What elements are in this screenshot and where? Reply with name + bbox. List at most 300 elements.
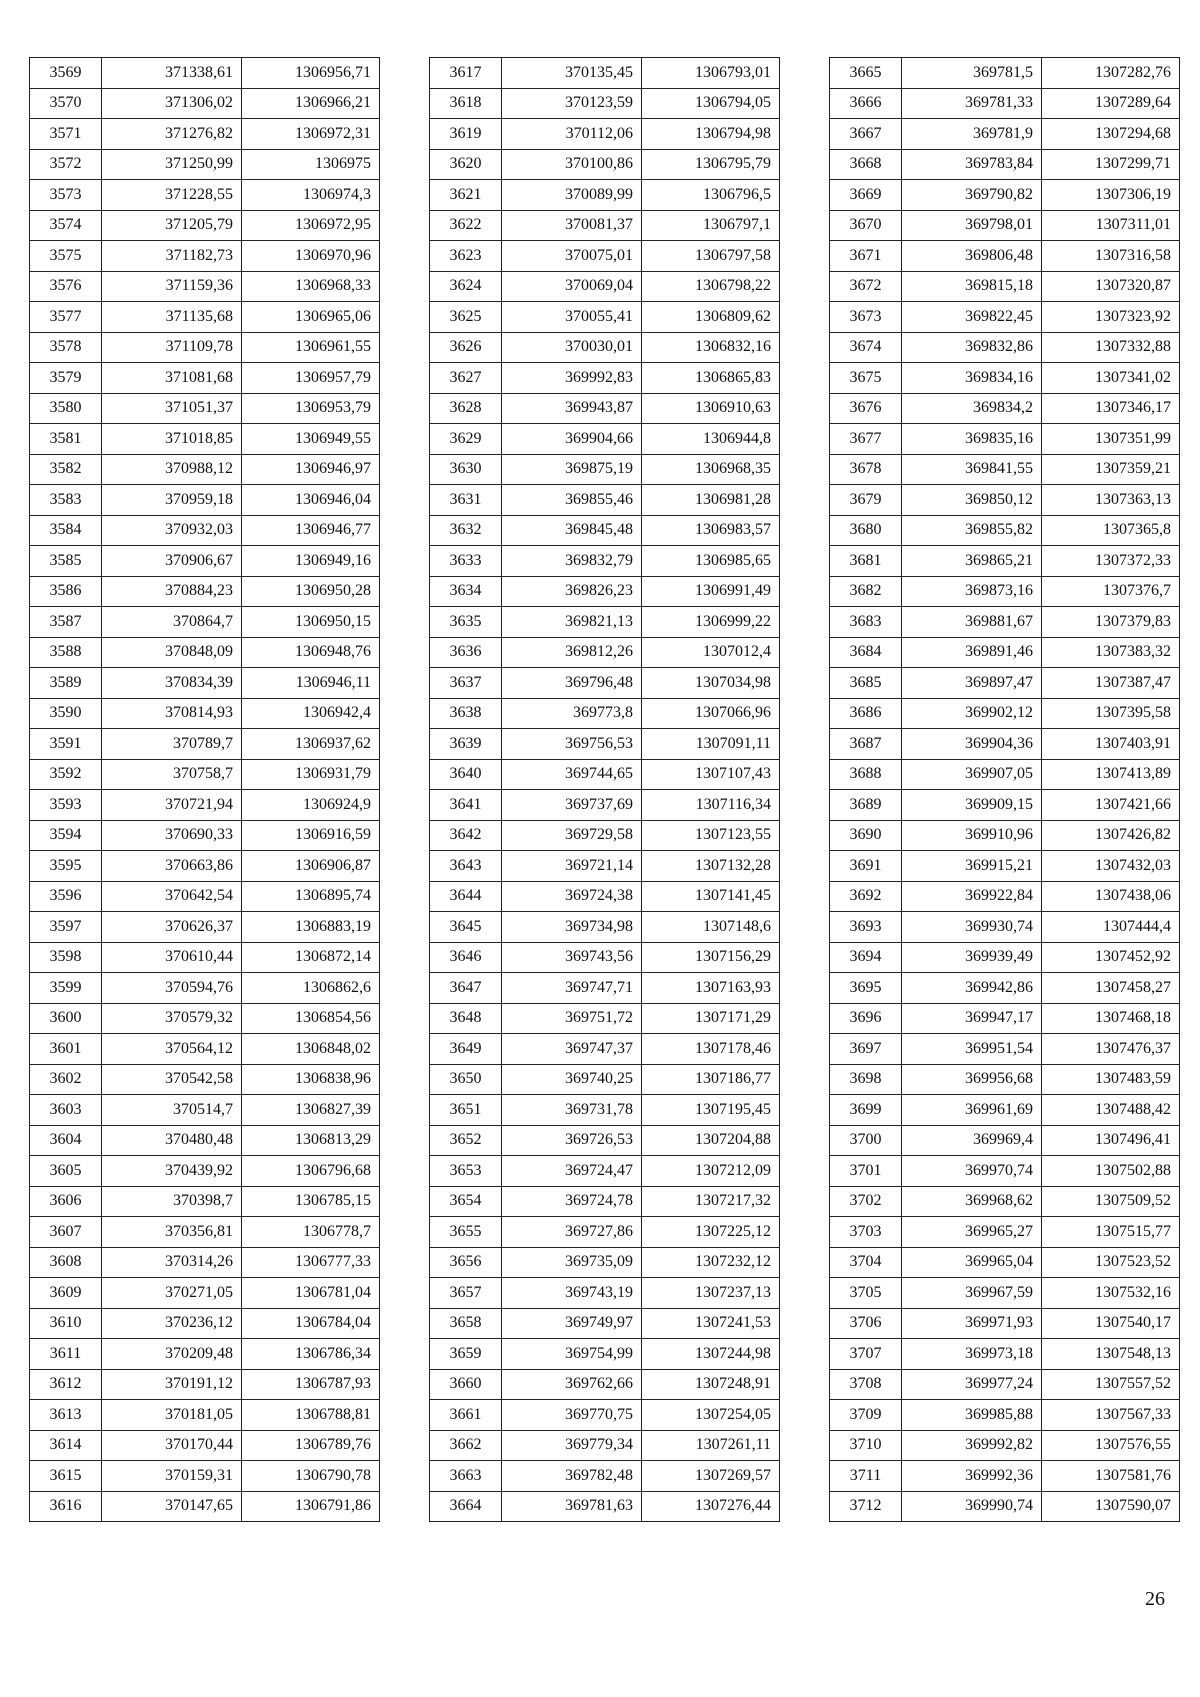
point-number-cell: 3712 (830, 1491, 902, 1522)
x-coordinate-cell: 369841,55 (902, 454, 1042, 485)
table-row (830, 393, 1180, 424)
table-row (30, 88, 380, 119)
point-number-cell: 3701 (830, 1156, 902, 1187)
x-coordinate-cell: 370906,67 (102, 546, 242, 577)
y-coordinate-cell: 1307413,89 (1042, 759, 1180, 790)
y-coordinate-cell: 1306781,04 (242, 1278, 380, 1309)
table-row (30, 851, 380, 882)
y-coordinate-cell: 1307316,58 (1042, 241, 1180, 272)
x-coordinate-cell: 369756,53 (502, 729, 642, 760)
point-number-cell: 3623 (430, 241, 502, 272)
table-row (830, 546, 1180, 577)
x-coordinate-cell: 369855,46 (502, 485, 642, 516)
table-row (430, 942, 780, 973)
table-row (830, 271, 1180, 302)
x-coordinate-cell: 370123,59 (502, 88, 642, 119)
point-number-cell: 3619 (430, 119, 502, 150)
table-row (830, 88, 1180, 119)
table-row (830, 881, 1180, 912)
x-coordinate-cell: 370209,48 (102, 1339, 242, 1370)
point-number-cell: 3657 (430, 1278, 502, 1309)
y-coordinate-cell: 1307426,82 (1042, 820, 1180, 851)
x-coordinate-cell: 369915,21 (902, 851, 1042, 882)
y-coordinate-cell: 1307244,98 (642, 1339, 780, 1370)
table-row (830, 1400, 1180, 1431)
table-row (430, 180, 780, 211)
y-coordinate-cell: 1306946,11 (242, 668, 380, 699)
x-coordinate-cell: 370075,01 (502, 241, 642, 272)
x-coordinate-cell: 369970,74 (902, 1156, 1042, 1187)
point-number-cell: 3710 (830, 1430, 902, 1461)
x-coordinate-cell: 371338,61 (102, 58, 242, 89)
x-coordinate-cell: 369942,86 (902, 973, 1042, 1004)
table-row (30, 1217, 380, 1248)
y-coordinate-cell: 1306985,65 (642, 546, 780, 577)
x-coordinate-cell: 369977,24 (902, 1369, 1042, 1400)
table-row (430, 271, 780, 302)
table-row (830, 363, 1180, 394)
x-coordinate-cell: 369904,36 (902, 729, 1042, 760)
point-number-cell: 3569 (30, 58, 102, 89)
table-row (830, 698, 1180, 729)
table-row (830, 820, 1180, 851)
x-coordinate-cell: 369749,97 (502, 1308, 642, 1339)
x-coordinate-cell: 370147,65 (102, 1491, 242, 1522)
x-coordinate-cell: 370055,41 (502, 302, 642, 333)
point-number-cell: 3658 (430, 1308, 502, 1339)
x-coordinate-cell: 370959,18 (102, 485, 242, 516)
point-number-cell: 3612 (30, 1369, 102, 1400)
table-row (830, 912, 1180, 943)
point-number-cell: 3707 (830, 1339, 902, 1370)
y-coordinate-cell: 1307468,18 (1042, 1003, 1180, 1034)
y-coordinate-cell: 1306790,78 (242, 1461, 380, 1492)
y-coordinate-cell: 1306794,05 (642, 88, 780, 119)
point-number-cell: 3679 (830, 485, 902, 516)
table-row (430, 1095, 780, 1126)
table-row (830, 1095, 1180, 1126)
point-number-cell: 3709 (830, 1400, 902, 1431)
point-number-cell: 3704 (830, 1247, 902, 1278)
point-number-cell: 3676 (830, 393, 902, 424)
table-row (830, 1125, 1180, 1156)
point-number-cell: 3668 (830, 149, 902, 180)
point-number-cell: 3647 (430, 973, 502, 1004)
x-coordinate-cell: 369891,46 (902, 637, 1042, 668)
y-coordinate-cell: 1306813,29 (242, 1125, 380, 1156)
x-coordinate-cell: 370848,09 (102, 637, 242, 668)
x-coordinate-cell: 370112,06 (502, 119, 642, 150)
y-coordinate-cell: 1306961,55 (242, 332, 380, 363)
x-coordinate-cell: 369747,37 (502, 1034, 642, 1065)
x-coordinate-cell: 369751,72 (502, 1003, 642, 1034)
table-row (430, 698, 780, 729)
x-coordinate-cell: 369834,2 (902, 393, 1042, 424)
x-coordinate-cell: 369902,12 (902, 698, 1042, 729)
y-coordinate-cell: 1306832,16 (642, 332, 780, 363)
table-row (30, 1064, 380, 1095)
point-number-cell: 3681 (830, 546, 902, 577)
point-number-cell: 3580 (30, 393, 102, 424)
table-row (430, 576, 780, 607)
x-coordinate-cell: 369762,66 (502, 1369, 642, 1400)
table-row (430, 1400, 780, 1431)
table-row (830, 576, 1180, 607)
table-row (430, 851, 780, 882)
point-number-cell: 3613 (30, 1400, 102, 1431)
x-coordinate-cell: 370181,05 (102, 1400, 242, 1431)
y-coordinate-cell: 1307123,55 (642, 820, 780, 851)
point-number-cell: 3688 (830, 759, 902, 790)
x-coordinate-cell: 369770,75 (502, 1400, 642, 1431)
y-coordinate-cell: 1307509,52 (1042, 1186, 1180, 1217)
point-number-cell: 3590 (30, 698, 102, 729)
table-row (430, 637, 780, 668)
y-coordinate-cell: 1306965,06 (242, 302, 380, 333)
x-coordinate-cell: 369939,49 (902, 942, 1042, 973)
y-coordinate-cell: 1306794,98 (642, 119, 780, 150)
y-coordinate-cell: 1307195,45 (642, 1095, 780, 1126)
x-coordinate-cell: 369951,54 (902, 1034, 1042, 1065)
y-coordinate-cell: 1306981,28 (642, 485, 780, 516)
y-coordinate-cell: 1306972,31 (242, 119, 380, 150)
point-number-cell: 3605 (30, 1156, 102, 1187)
y-coordinate-cell: 1307557,52 (1042, 1369, 1180, 1400)
x-coordinate-cell: 369985,88 (902, 1400, 1042, 1431)
point-number-cell: 3678 (830, 454, 902, 485)
point-number-cell: 3693 (830, 912, 902, 943)
point-number-cell: 3583 (30, 485, 102, 516)
x-coordinate-cell: 370721,94 (102, 790, 242, 821)
point-number-cell: 3637 (430, 668, 502, 699)
table-row (830, 637, 1180, 668)
point-number-cell: 3692 (830, 881, 902, 912)
y-coordinate-cell: 1306931,79 (242, 759, 380, 790)
x-coordinate-cell: 369782,48 (502, 1461, 642, 1492)
table-row (30, 1278, 380, 1309)
x-coordinate-cell: 369873,16 (902, 576, 1042, 607)
y-coordinate-cell: 1306791,86 (242, 1491, 380, 1522)
y-coordinate-cell: 1307515,77 (1042, 1217, 1180, 1248)
y-coordinate-cell: 1307248,91 (642, 1369, 780, 1400)
table-row (430, 1064, 780, 1095)
y-coordinate-cell: 1306865,83 (642, 363, 780, 394)
point-number-cell: 3591 (30, 729, 102, 760)
table-row (430, 790, 780, 821)
y-coordinate-cell: 1307332,88 (1042, 332, 1180, 363)
y-coordinate-cell: 1306942,4 (242, 698, 380, 729)
x-coordinate-cell: 370758,7 (102, 759, 242, 790)
y-coordinate-cell: 1306787,93 (242, 1369, 380, 1400)
x-coordinate-cell: 369812,26 (502, 637, 642, 668)
x-coordinate-cell: 369904,66 (502, 424, 642, 455)
x-coordinate-cell: 370864,7 (102, 607, 242, 638)
x-coordinate-cell: 369773,8 (502, 698, 642, 729)
table-row (30, 210, 380, 241)
point-number-cell: 3687 (830, 729, 902, 760)
x-coordinate-cell: 371306,02 (102, 88, 242, 119)
point-number-cell: 3674 (830, 332, 902, 363)
x-coordinate-cell: 369992,82 (902, 1430, 1042, 1461)
point-number-cell: 3631 (430, 485, 502, 516)
y-coordinate-cell: 1306796,5 (642, 180, 780, 211)
x-coordinate-cell: 370191,12 (102, 1369, 242, 1400)
table-row (30, 820, 380, 851)
table-row (430, 1430, 780, 1461)
y-coordinate-cell: 1307171,29 (642, 1003, 780, 1034)
y-coordinate-cell: 1306991,49 (642, 576, 780, 607)
table-row (830, 180, 1180, 211)
table-row (430, 332, 780, 363)
table-row (430, 149, 780, 180)
x-coordinate-cell: 369743,19 (502, 1278, 642, 1309)
point-number-cell: 3670 (830, 210, 902, 241)
y-coordinate-cell: 1307540,17 (1042, 1308, 1180, 1339)
y-coordinate-cell: 1307212,09 (642, 1156, 780, 1187)
x-coordinate-cell: 369835,16 (902, 424, 1042, 455)
point-number-cell: 3694 (830, 942, 902, 973)
table-row (830, 58, 1180, 89)
point-number-cell: 3630 (430, 454, 502, 485)
point-number-cell: 3592 (30, 759, 102, 790)
x-coordinate-cell: 369798,01 (902, 210, 1042, 241)
table-row (30, 1461, 380, 1492)
table-row (830, 1278, 1180, 1309)
y-coordinate-cell: 1307232,12 (642, 1247, 780, 1278)
point-number-cell: 3589 (30, 668, 102, 699)
point-number-cell: 3650 (430, 1064, 502, 1095)
point-number-cell: 3646 (430, 942, 502, 973)
x-coordinate-cell: 369754,99 (502, 1339, 642, 1370)
x-coordinate-cell: 370069,04 (502, 271, 642, 302)
table-row (430, 393, 780, 424)
x-coordinate-cell: 369781,9 (902, 119, 1042, 150)
point-number-cell: 3685 (830, 668, 902, 699)
x-coordinate-cell: 369990,74 (902, 1491, 1042, 1522)
table-row (30, 546, 380, 577)
point-number-cell: 3597 (30, 912, 102, 943)
x-coordinate-cell: 370314,26 (102, 1247, 242, 1278)
y-coordinate-cell: 1307148,6 (642, 912, 780, 943)
point-number-cell: 3604 (30, 1125, 102, 1156)
table-row (30, 1430, 380, 1461)
y-coordinate-cell: 1306797,58 (642, 241, 780, 272)
y-coordinate-cell: 1307483,59 (1042, 1064, 1180, 1095)
y-coordinate-cell: 1307141,45 (642, 881, 780, 912)
table-row (30, 607, 380, 638)
y-coordinate-cell: 1307432,03 (1042, 851, 1180, 882)
x-coordinate-cell: 371051,37 (102, 393, 242, 424)
table-row (830, 515, 1180, 546)
table-row (30, 1491, 380, 1522)
y-coordinate-cell: 1306950,15 (242, 607, 380, 638)
point-number-cell: 3608 (30, 1247, 102, 1278)
table-row (830, 454, 1180, 485)
table-row (830, 149, 1180, 180)
point-number-cell: 3641 (430, 790, 502, 821)
table-row (30, 790, 380, 821)
table-row (30, 1156, 380, 1187)
point-number-cell: 3616 (30, 1491, 102, 1522)
table-row (430, 58, 780, 89)
y-coordinate-cell: 1306999,22 (642, 607, 780, 638)
y-coordinate-cell: 1306854,56 (242, 1003, 380, 1034)
y-coordinate-cell: 1306795,79 (642, 149, 780, 180)
y-coordinate-cell: 1307372,33 (1042, 546, 1180, 577)
x-coordinate-cell: 369781,5 (902, 58, 1042, 89)
y-coordinate-cell: 1307567,33 (1042, 1400, 1180, 1431)
x-coordinate-cell: 369796,48 (502, 668, 642, 699)
table-row (430, 759, 780, 790)
point-number-cell: 3706 (830, 1308, 902, 1339)
x-coordinate-cell: 370100,86 (502, 149, 642, 180)
y-coordinate-cell: 1306946,97 (242, 454, 380, 485)
y-coordinate-cell: 1307502,88 (1042, 1156, 1180, 1187)
y-coordinate-cell: 1306797,1 (642, 210, 780, 241)
table-row (830, 1064, 1180, 1095)
x-coordinate-cell: 369881,67 (902, 607, 1042, 638)
y-coordinate-cell: 1307383,32 (1042, 637, 1180, 668)
y-coordinate-cell: 1306784,04 (242, 1308, 380, 1339)
table-row (430, 1217, 780, 1248)
table-row (30, 149, 380, 180)
point-number-cell: 3627 (430, 363, 502, 394)
table-row (830, 241, 1180, 272)
table-row (430, 88, 780, 119)
y-coordinate-cell: 1307116,34 (642, 790, 780, 821)
point-number-cell: 3603 (30, 1095, 102, 1126)
y-coordinate-cell: 1306848,02 (242, 1034, 380, 1065)
point-number-cell: 3705 (830, 1278, 902, 1309)
y-coordinate-cell: 1307241,53 (642, 1308, 780, 1339)
x-coordinate-cell: 369832,79 (502, 546, 642, 577)
y-coordinate-cell: 1307403,91 (1042, 729, 1180, 760)
point-number-cell: 3594 (30, 820, 102, 851)
table-row (430, 515, 780, 546)
y-coordinate-cell: 1306872,14 (242, 942, 380, 973)
x-coordinate-cell: 369897,47 (902, 668, 1042, 699)
table-row (430, 1308, 780, 1339)
x-coordinate-cell: 369735,09 (502, 1247, 642, 1278)
point-number-cell: 3648 (430, 1003, 502, 1034)
x-coordinate-cell: 369973,18 (902, 1339, 1042, 1370)
x-coordinate-cell: 369875,19 (502, 454, 642, 485)
table-row (830, 1217, 1180, 1248)
table-row (30, 271, 380, 302)
point-number-cell: 3671 (830, 241, 902, 272)
point-number-cell: 3649 (430, 1034, 502, 1065)
point-number-cell: 3708 (830, 1369, 902, 1400)
y-coordinate-cell: 1306883,19 (242, 912, 380, 943)
point-number-cell: 3632 (430, 515, 502, 546)
y-coordinate-cell: 1307523,52 (1042, 1247, 1180, 1278)
x-coordinate-cell: 369806,48 (902, 241, 1042, 272)
y-coordinate-cell: 1307576,55 (1042, 1430, 1180, 1461)
y-coordinate-cell: 1307276,44 (642, 1491, 780, 1522)
y-coordinate-cell: 1306957,79 (242, 363, 380, 394)
point-number-cell: 3703 (830, 1217, 902, 1248)
x-coordinate-cell: 370236,12 (102, 1308, 242, 1339)
table-row (30, 698, 380, 729)
table-row (430, 607, 780, 638)
x-coordinate-cell: 370356,81 (102, 1217, 242, 1248)
table-row (430, 485, 780, 516)
y-coordinate-cell: 1306838,96 (242, 1064, 380, 1095)
y-coordinate-cell: 1307254,05 (642, 1400, 780, 1431)
point-number-cell: 3585 (30, 546, 102, 577)
x-coordinate-cell: 369721,14 (502, 851, 642, 882)
x-coordinate-cell: 371205,79 (102, 210, 242, 241)
table-row (30, 1339, 380, 1370)
point-number-cell: 3691 (830, 851, 902, 882)
table-row (430, 1003, 780, 1034)
x-coordinate-cell: 370135,45 (502, 58, 642, 89)
point-number-cell: 3662 (430, 1430, 502, 1461)
point-number-cell: 3660 (430, 1369, 502, 1400)
table-row (430, 302, 780, 333)
point-number-cell: 3571 (30, 119, 102, 150)
x-coordinate-cell: 370439,92 (102, 1156, 242, 1187)
y-coordinate-cell: 1307091,11 (642, 729, 780, 760)
point-number-cell: 3642 (430, 820, 502, 851)
x-coordinate-cell: 369783,84 (902, 149, 1042, 180)
y-coordinate-cell: 1307186,77 (642, 1064, 780, 1095)
x-coordinate-cell: 369947,17 (902, 1003, 1042, 1034)
point-number-cell: 3618 (430, 88, 502, 119)
y-coordinate-cell: 1307438,06 (1042, 881, 1180, 912)
y-coordinate-cell: 1306968,33 (242, 271, 380, 302)
point-number-cell: 3643 (430, 851, 502, 882)
x-coordinate-cell: 369744,65 (502, 759, 642, 790)
y-coordinate-cell: 1306785,15 (242, 1186, 380, 1217)
x-coordinate-cell: 370642,54 (102, 881, 242, 912)
table-row (430, 729, 780, 760)
y-coordinate-cell: 1307299,71 (1042, 149, 1180, 180)
point-number-cell: 3609 (30, 1278, 102, 1309)
point-number-cell: 3669 (830, 180, 902, 211)
table-row (430, 1186, 780, 1217)
coordinate-table-1 (29, 57, 380, 1522)
y-coordinate-cell: 1306983,57 (642, 515, 780, 546)
x-coordinate-cell: 369968,62 (902, 1186, 1042, 1217)
table-row (830, 485, 1180, 516)
y-coordinate-cell: 1307532,16 (1042, 1278, 1180, 1309)
table-row (30, 515, 380, 546)
y-coordinate-cell: 1307452,92 (1042, 942, 1180, 973)
x-coordinate-cell: 370932,03 (102, 515, 242, 546)
y-coordinate-cell: 1306975 (242, 149, 380, 180)
y-coordinate-cell: 1306970,96 (242, 241, 380, 272)
y-coordinate-cell: 1307306,19 (1042, 180, 1180, 211)
point-number-cell: 3663 (430, 1461, 502, 1492)
x-coordinate-cell: 370030,01 (502, 332, 642, 363)
y-coordinate-cell: 1306895,74 (242, 881, 380, 912)
point-number-cell: 3656 (430, 1247, 502, 1278)
x-coordinate-cell: 370564,12 (102, 1034, 242, 1065)
x-coordinate-cell: 371018,85 (102, 424, 242, 455)
point-number-cell: 3672 (830, 271, 902, 302)
point-number-cell: 3659 (430, 1339, 502, 1370)
point-number-cell: 3586 (30, 576, 102, 607)
y-coordinate-cell: 1306793,01 (642, 58, 780, 89)
y-coordinate-cell: 1306950,28 (242, 576, 380, 607)
x-coordinate-cell: 370271,05 (102, 1278, 242, 1309)
point-number-cell: 3584 (30, 515, 102, 546)
table-row (430, 1156, 780, 1187)
y-coordinate-cell: 1306809,62 (642, 302, 780, 333)
point-number-cell: 3689 (830, 790, 902, 821)
table-row (830, 1247, 1180, 1278)
